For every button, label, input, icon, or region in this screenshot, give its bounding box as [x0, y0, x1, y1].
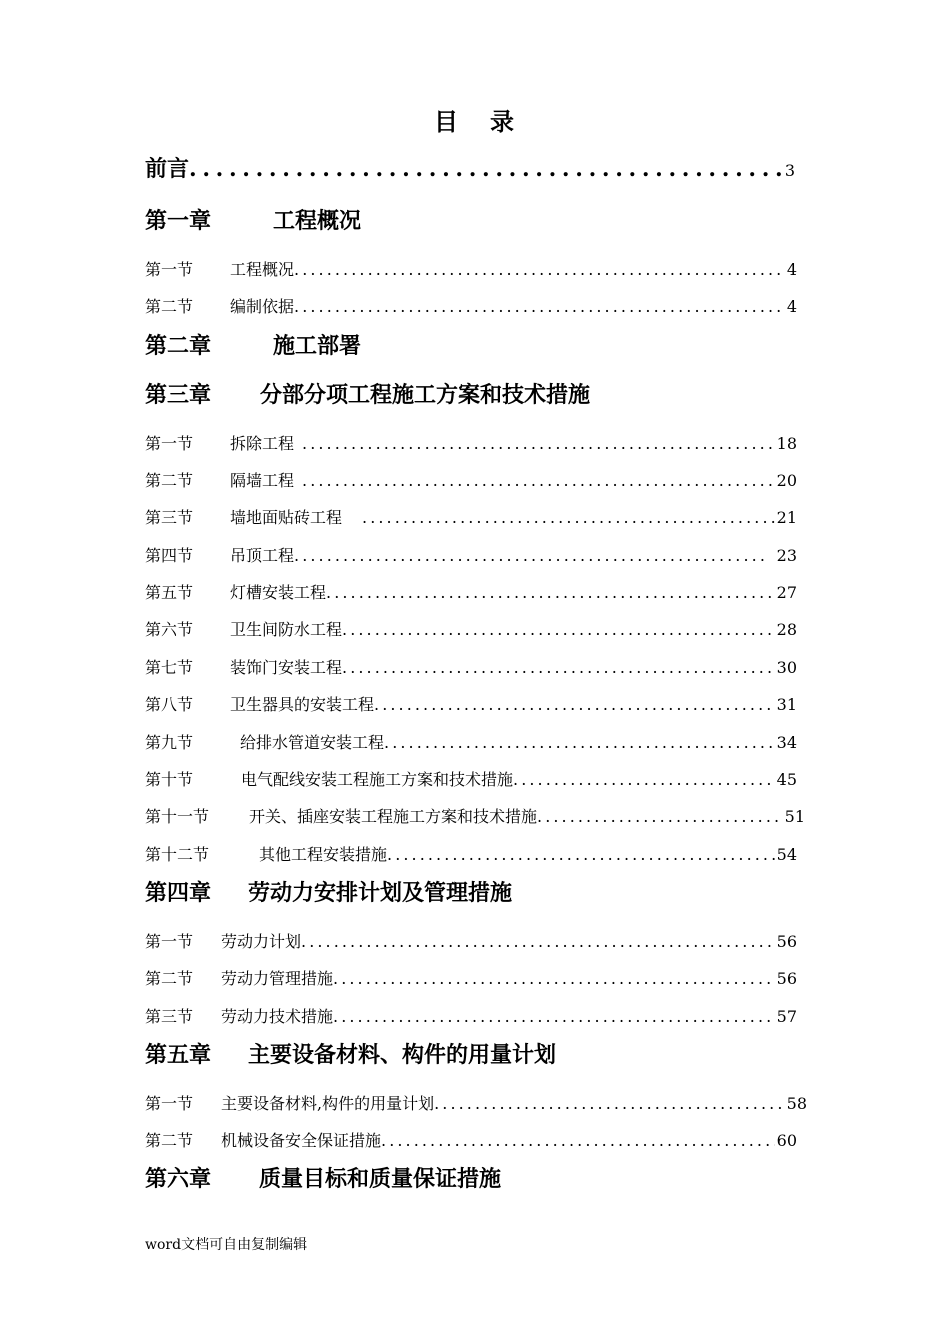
section-title: 机械设备安全保证措施 — [221, 1131, 382, 1150]
section-number: 第一节 — [145, 260, 194, 279]
toc-entry-ch3-s12[interactable] — [145, 842, 797, 865]
section-number: 第五节 — [145, 583, 194, 602]
section-title: 其他工程安装措施 — [259, 845, 388, 864]
section-page: 4 — [786, 297, 797, 316]
dot-leader — [326, 583, 775, 602]
dot-leader — [189, 156, 783, 182]
chapter-number: 第六章 — [145, 1166, 212, 1192]
section-page: 60 — [776, 1131, 797, 1150]
toc-entry-ch3-s9[interactable] — [145, 730, 797, 753]
dot-leader — [537, 807, 783, 826]
section-page: 34 — [776, 733, 797, 752]
section-page: 54 — [776, 845, 797, 864]
section-page: 18 — [776, 434, 797, 453]
section-number: 第四节 — [145, 546, 194, 565]
toc-entry-ch1-s1[interactable] — [145, 257, 797, 280]
toc-entry-ch3-s6[interactable] — [145, 617, 797, 640]
section-page: 28 — [776, 620, 797, 639]
dot-leader — [294, 260, 785, 279]
section-title: 编制依据 — [230, 297, 295, 316]
section-number: 第六节 — [145, 620, 194, 639]
dot-leader — [342, 620, 775, 639]
section-title: 劳动力技术措施 — [221, 1007, 334, 1026]
section-title: 电气配线安装工程施工方案和技术措施 — [241, 770, 514, 789]
dot-leader — [434, 1094, 785, 1113]
toc-title-right: 录 — [490, 107, 516, 136]
section-title: 工程概况 — [230, 260, 295, 279]
section-number: 第一节 — [145, 932, 194, 951]
toc-chapter-1[interactable] — [145, 204, 361, 235]
section-title: 劳动力计划 — [221, 932, 302, 951]
section-number: 第二节 — [145, 297, 194, 316]
dot-leader — [513, 770, 775, 789]
toc-entry-ch3-s8[interactable] — [145, 692, 797, 715]
chapter-title: 施工部署 — [273, 333, 362, 359]
toc-chapter-5[interactable] — [145, 1038, 556, 1069]
section-page: 20 — [776, 471, 797, 490]
section-number: 第二节 — [145, 1131, 194, 1150]
page-footer: word文档可自由复制编辑 — [145, 1237, 308, 1253]
toc-entry-ch4-s3[interactable] — [145, 1004, 797, 1027]
section-page: 30 — [776, 658, 797, 677]
chapter-title: 主要设备材料、构件的用量计划 — [248, 1042, 557, 1068]
section-page: 58 — [786, 1094, 807, 1113]
toc-chapter-4[interactable] — [145, 876, 512, 907]
section-number: 第八节 — [145, 695, 194, 714]
chapter-title: 质量目标和质量保证措施 — [259, 1166, 502, 1192]
chapter-number: 第一章 — [145, 208, 212, 234]
section-page: 56 — [776, 969, 797, 988]
dot-leader — [342, 658, 775, 677]
section-page: 45 — [776, 770, 797, 789]
toc-chapter-6[interactable] — [145, 1162, 501, 1193]
toc-entry-ch4-s2[interactable] — [145, 966, 797, 989]
section-page: 4 — [786, 260, 797, 279]
section-page: 27 — [776, 583, 797, 602]
section-page: 56 — [776, 932, 797, 951]
section-title: 吊顶工程 — [230, 546, 295, 565]
dot-leader — [301, 932, 775, 951]
dot-leader — [302, 434, 775, 453]
toc-chapter-2[interactable] — [145, 329, 361, 360]
section-page: 23 — [776, 546, 797, 565]
toc-entry-ch3-s4[interactable] — [145, 543, 797, 566]
dot-leader — [302, 471, 775, 490]
chapter-title: 工程概况 — [273, 208, 362, 234]
section-number: 第三节 — [145, 508, 194, 527]
dot-leader — [294, 297, 785, 316]
section-title: 拆除工程 — [230, 434, 295, 453]
dot-leader — [333, 1007, 775, 1026]
toc-entry-ch5-s1[interactable] — [145, 1091, 807, 1114]
chapter-title: 分部分项工程施工方案和技术措施 — [260, 382, 591, 408]
section-title: 隔墙工程 — [230, 471, 295, 490]
section-title: 卫生器具的安装工程 — [230, 695, 375, 714]
dot-leader — [294, 546, 767, 565]
toc-entry-ch3-s2[interactable] — [145, 468, 797, 491]
section-number: 第一节 — [145, 434, 194, 453]
toc-chapter-3[interactable] — [145, 378, 590, 409]
toc-entry-ch3-s10[interactable] — [145, 767, 797, 790]
section-number: 第二节 — [145, 969, 194, 988]
section-number: 第十二节 — [145, 845, 210, 864]
chapter-number: 第四章 — [145, 880, 212, 906]
section-page: 21 — [776, 508, 797, 527]
toc-entry-ch1-s2[interactable] — [145, 294, 797, 317]
section-title: 开关、插座安装工程施工方案和技术措施 — [249, 807, 538, 826]
dot-leader — [381, 1131, 775, 1150]
section-title: 灯槽安装工程 — [230, 583, 327, 602]
toc-entry-preface[interactable] — [145, 152, 795, 183]
toc-title-left: 目 — [434, 107, 460, 136]
chapter-number: 第二章 — [145, 333, 212, 359]
chapter-number: 第五章 — [145, 1042, 212, 1068]
section-number: 第一节 — [145, 1094, 194, 1113]
section-number: 第七节 — [145, 658, 194, 677]
section-number: 第九节 — [145, 733, 194, 752]
dot-leader — [333, 969, 775, 988]
dot-leader — [387, 845, 775, 864]
toc-entry-ch3-s11[interactable] — [145, 804, 805, 827]
toc-entry-ch3-s1[interactable] — [145, 431, 797, 454]
dot-leader — [374, 695, 775, 714]
dot-leader — [384, 733, 775, 752]
dot-leader — [362, 508, 775, 527]
chapter-title: 劳动力安排计划及管理措施 — [248, 880, 513, 906]
section-number: 第三节 — [145, 1007, 194, 1026]
section-title: 给排水管道安装工程 — [240, 733, 385, 752]
section-page: 57 — [776, 1007, 797, 1026]
toc-entry-ch5-s2[interactable] — [145, 1128, 797, 1151]
toc-entry-page: 3 — [784, 161, 795, 180]
toc-entry-ch3-s3[interactable] — [145, 505, 797, 528]
toc-entry-label: 前言 — [145, 156, 190, 182]
section-title: 装饰门安装工程 — [230, 658, 343, 677]
section-title: 墙地面贴砖工程 — [230, 508, 343, 527]
section-page: 51 — [784, 807, 805, 826]
toc-entry-ch3-s5[interactable] — [145, 580, 797, 603]
chapter-number: 第三章 — [145, 382, 212, 408]
section-title: 卫生间防水工程 — [230, 620, 343, 639]
section-title: 主要设备材料,构件的用量计划 — [221, 1094, 435, 1113]
toc-entry-ch4-s1[interactable] — [145, 929, 797, 952]
section-number: 第十节 — [145, 770, 194, 789]
section-number: 第十一节 — [145, 807, 210, 826]
section-title: 劳动力管理措施 — [221, 969, 334, 988]
section-number: 第二节 — [145, 471, 194, 490]
section-page: 31 — [776, 695, 797, 714]
toc-title — [0, 102, 950, 137]
toc-entry-ch3-s7[interactable] — [145, 655, 797, 678]
